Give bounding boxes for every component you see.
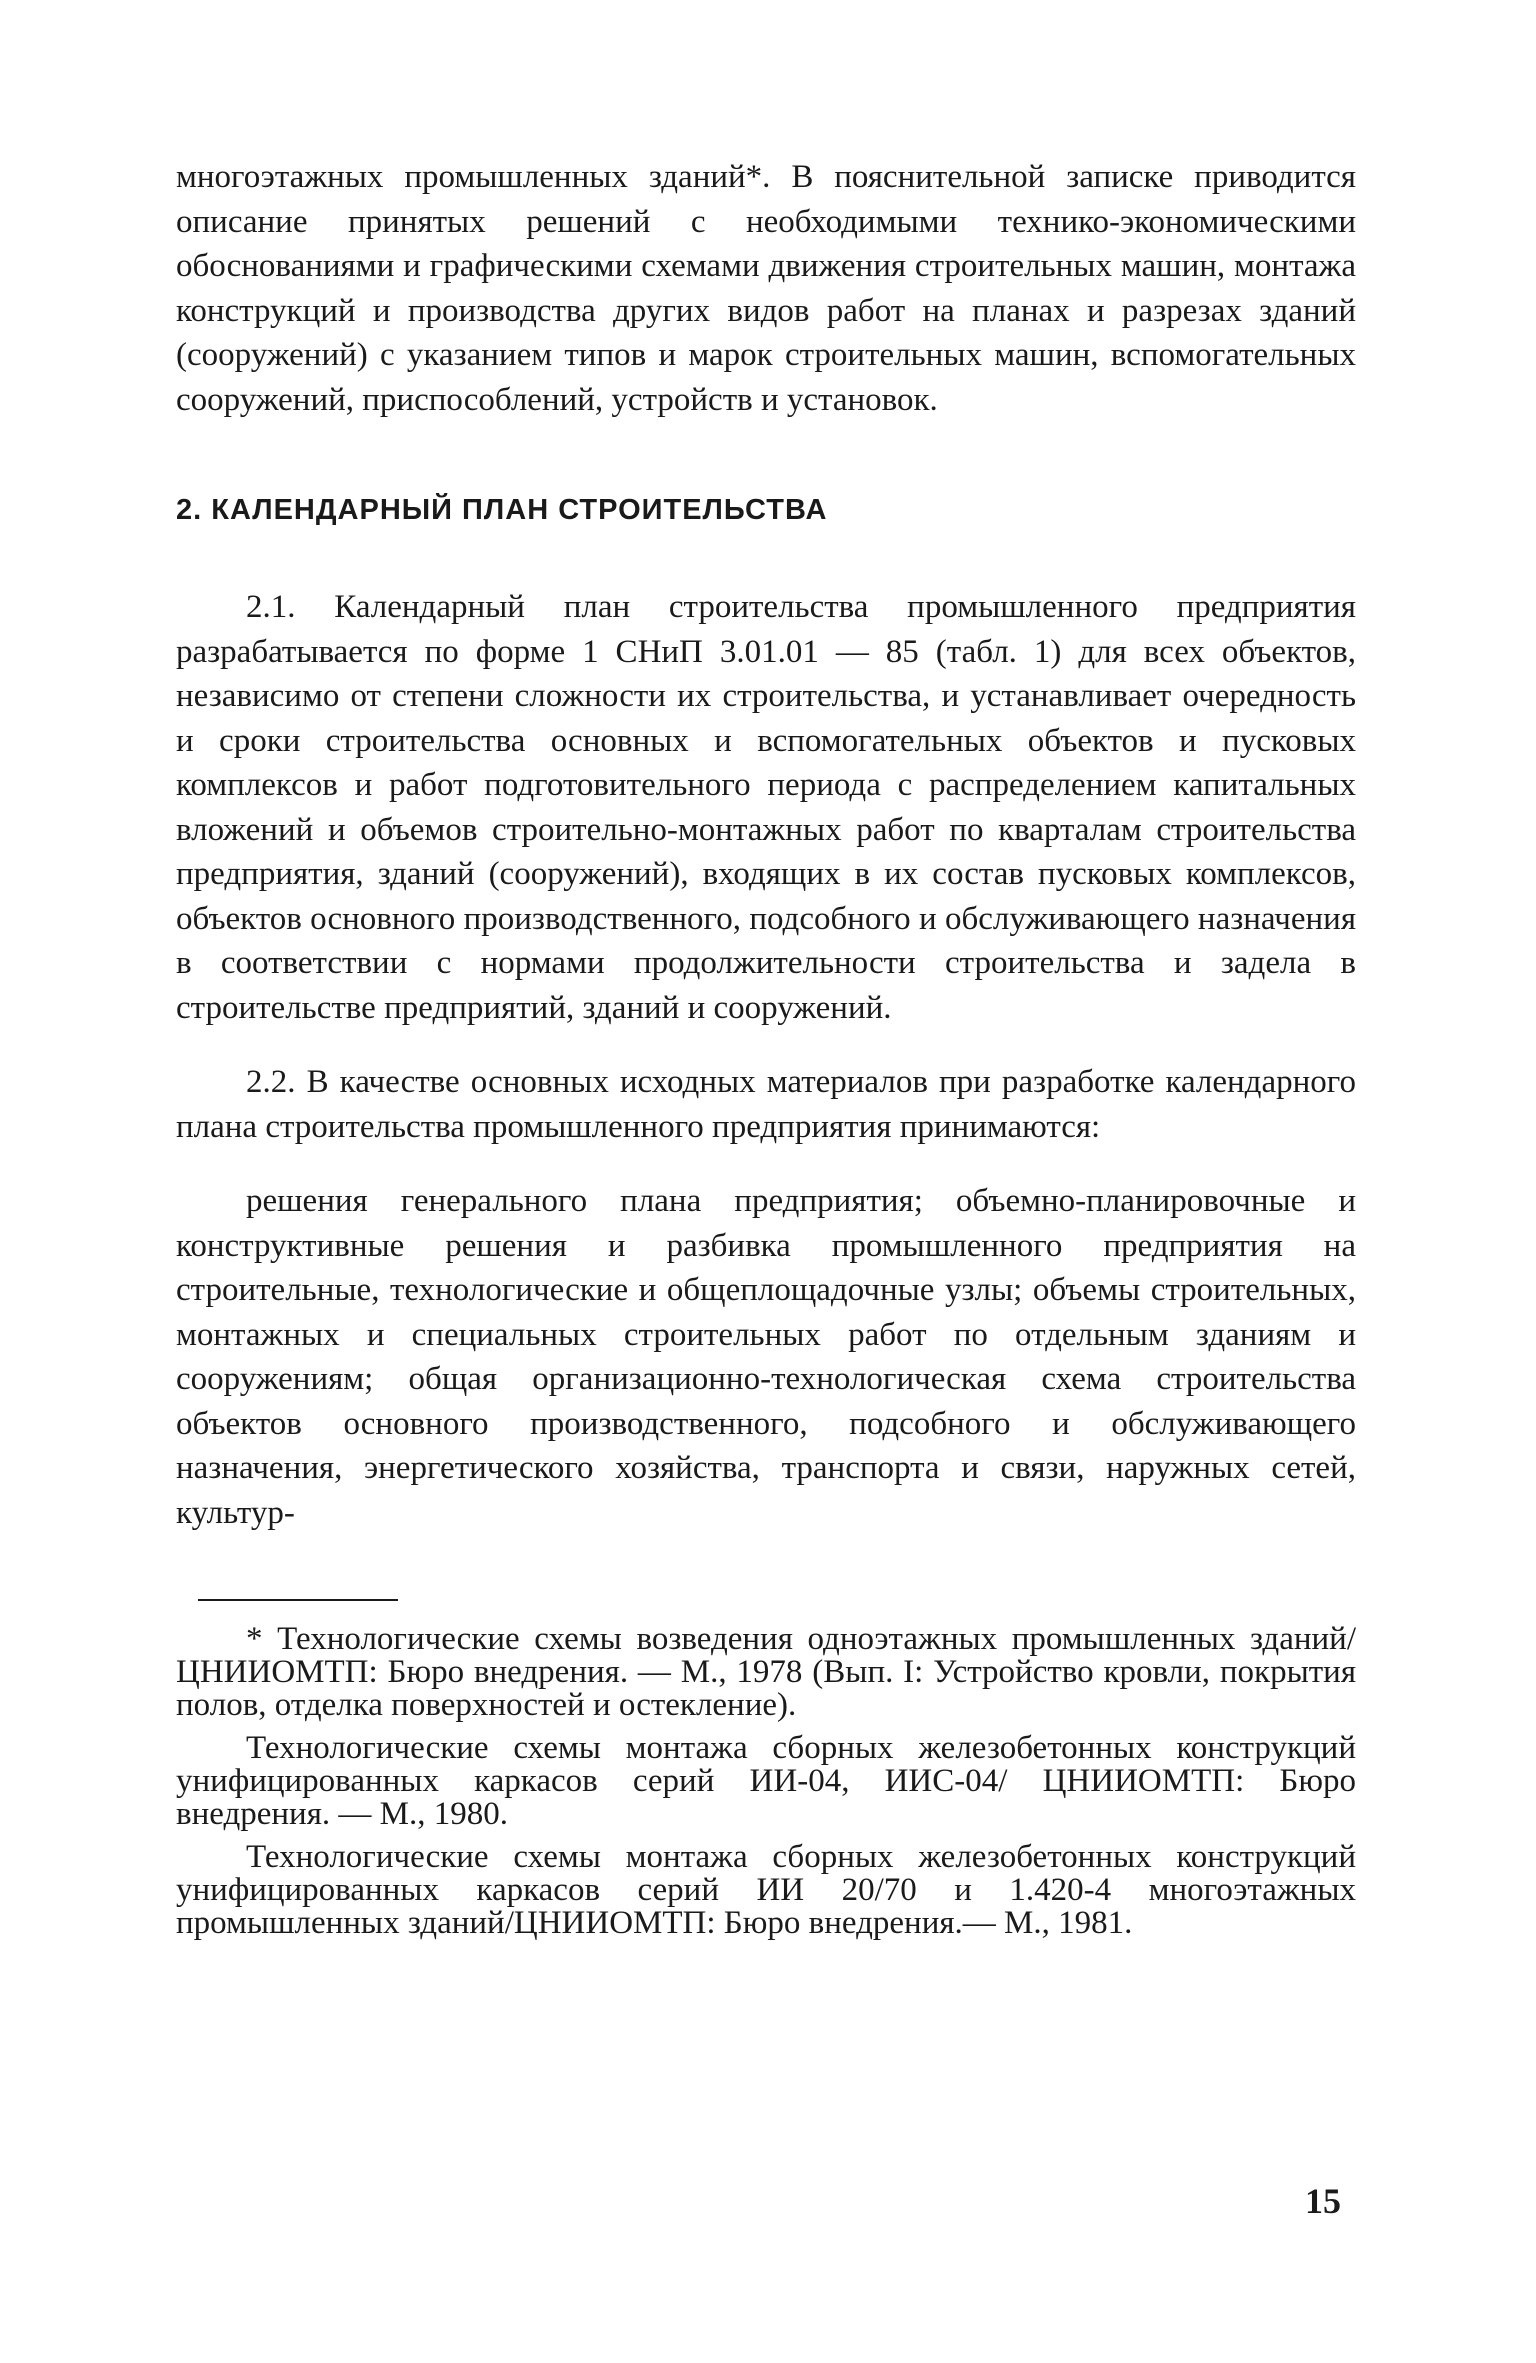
- paragraph-2-1: 2.1. Календарный план строительства промышленного предприятия разрабатывается по форме 1 СНиП 3.01.01 — 85 (табл. 1) для всех объектов, независимо от степени сложности их строительства, и устанавливает очередность и сроки строительства основных и вспомогательных объектов и пусковых комплексов и работ подготовительного периода с распределением капитальных вложений и объемов строительно-монтажных работ по кварталам строительства предприятия, зданий (сооружений), входящих в их состав пусковых комплексов, объектов основного производственного, подсобного и обслуживающего назначения в соответствии с нормами продолжительности строительства и задела в строительстве предприятий, зданий и сооружений.: [176, 589, 1356, 1026]
- footnote-divider: [198, 1599, 398, 1601]
- section-heading: 2. КАЛЕНДАРНЫЙ ПЛАН СТРОИТЕЛЬСТВА: [176, 494, 828, 526]
- page-number: 15: [1305, 2181, 1341, 2221]
- footnote-1: * Технологические схемы возведения одноэтажных промышленных зданий/ЦНИИОМТП: Бюро внедрения. — М., 1978 (Вып. I: Устройство кровли, покрытия полов, отделка поверхностей и остекление).: [176, 1621, 1356, 1723]
- intro-paragraph: многоэтажных промышленных зданий*. В пояснительной записке приводится описание принятых решений с необходимыми технико-экономическими обоснованиями и графическими схемами движения строительных машин, монтажа конструкций и производства других видов работ на планах и разрезах зданий (сооружений) с указанием типов и марок строительных машин, вспомогательных сооружений, приспособлений, устройств и установок.: [176, 159, 1356, 418]
- paragraph-2-2: 2.2. В качестве основных исходных материалов при разработке календарного плана строительства промышленного предприятия принимаются:: [176, 1064, 1356, 1145]
- paragraph-materials: решения генерального плана предприятия; объемно-планировочные и конструктивные решения и разбивка промышленного предприятия на строительные, технологические и общеплощадочные узлы; объемы строительных, монтажных и специальных строительных работ по отдельным зданиям и сооружениям; общая организационно-технологическая схема строительства объектов основного производственного, подсобного и обслуживающего назначения, энергетического хозяйства, транспорта и связи, наружных сетей, культур-: [176, 1183, 1356, 1531]
- footnote-2: Технологические схемы монтажа сборных железобетонных конструкций унифицированных каркасов серий ИИ-04, ИИС-04/ ЦНИИОМТП: Бюро внедрения. — М., 1980.: [176, 1730, 1356, 1832]
- document-page: [176, 155, 1356, 1950]
- footnote-3: Технологические схемы монтажа сборных железобетонных конструкций унифицированных каркасов серий ИИ 20/70 и 1.420-4 многоэтажных промышленных зданий/ЦНИИОМТП: Бюро внедрения.— М., 1981.: [176, 1839, 1356, 1941]
